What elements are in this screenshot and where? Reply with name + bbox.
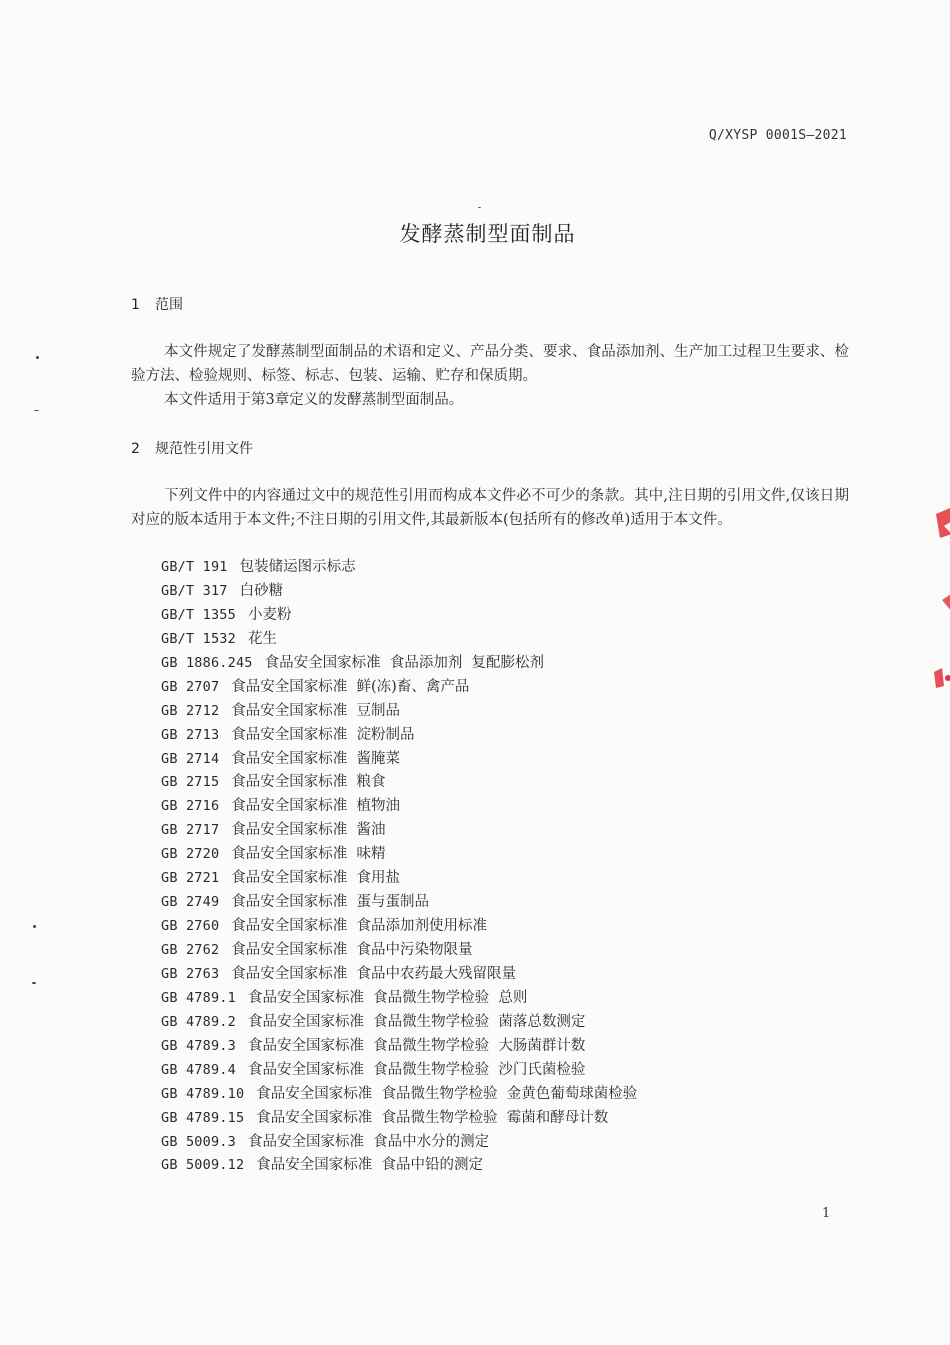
reference-code: GB 2714 bbox=[161, 750, 220, 767]
reference-title: 食品安全国家标准 植物油 bbox=[231, 798, 401, 815]
reference-item bbox=[161, 748, 637, 772]
reference-code: GB 4789.15 bbox=[161, 1109, 245, 1126]
reference-item bbox=[161, 628, 637, 652]
reference-code: GB 2720 bbox=[161, 846, 220, 863]
reference-title: 食品安全国家标准 食品添加剂 复配膨松剂 bbox=[264, 654, 545, 671]
reference-title: 花生 bbox=[247, 630, 277, 647]
scan-speck bbox=[34, 410, 39, 411]
reference-title: 食品安全国家标准 食品微生物学检验 金黄色葡萄球菌检验 bbox=[256, 1085, 638, 1102]
reference-title: 食品安全国家标准 食品微生物学检验 总则 bbox=[247, 989, 528, 1006]
reference-title: 小麦粉 bbox=[247, 606, 292, 623]
page-number: 1 bbox=[822, 1206, 831, 1221]
reference-item bbox=[161, 1011, 637, 1035]
reference-code: GB 2762 bbox=[161, 942, 220, 958]
references-intro: 下列文件中的内容通过文中的规范性引用而构成本文件必不可少的条款。其中,注日期的引用文件,仅该日期对应的版本适用于本文件;不注日期的引用文件,其最新版本(包括所有的修改单)适用于本文件。 bbox=[131, 488, 849, 528]
reference-item bbox=[161, 652, 637, 676]
reference-code: GB 2749 bbox=[161, 894, 220, 911]
section-2-title: 规范性引用文件 bbox=[155, 441, 253, 457]
reference-title: 食品安全国家标准 食品中铅的测定 bbox=[256, 1157, 483, 1174]
scan-speck bbox=[36, 356, 39, 359]
reference-code: GB 2717 bbox=[161, 822, 220, 839]
reference-item bbox=[161, 891, 637, 915]
document-code: Q/XYSP 0001S—2021 bbox=[708, 128, 847, 143]
reference-item bbox=[161, 987, 637, 1011]
reference-item bbox=[161, 676, 637, 700]
section-2-number: 2 bbox=[131, 441, 140, 457]
reference-item bbox=[161, 1107, 637, 1131]
reference-code: GB 2713 bbox=[161, 726, 220, 743]
reference-code: GB 2712 bbox=[161, 702, 220, 719]
reference-title: 食品安全国家标准 食品微生物学检验 菌落总数测定 bbox=[247, 1013, 586, 1030]
reference-code: GB 1886.245 bbox=[161, 654, 253, 671]
reference-title: 食品安全国家标准 粮食 bbox=[231, 774, 386, 791]
scope-paragraph-1: 本文件规定了发酵蒸制型面制品的术语和定义、产品分类、要求、食品添加剂、生产加工过程卫生要求、检验方法、检验规则、标签、标志、包装、运输、贮存和保质期。 bbox=[131, 344, 849, 384]
reference-code: GB/T 1355 bbox=[161, 606, 236, 623]
reference-item bbox=[161, 771, 637, 795]
scan-speck bbox=[478, 207, 481, 208]
reference-title: 食品安全国家标准 鲜(冻)畜、禽产品 bbox=[231, 678, 470, 695]
reference-title: 食品安全国家标准 味精 bbox=[231, 846, 386, 863]
reference-title: 食品安全国家标准 酱腌菜 bbox=[231, 750, 401, 767]
reference-code: GB 2707 bbox=[161, 678, 220, 695]
red-stamp-fragment bbox=[928, 500, 950, 700]
reference-title: 食品安全国家标准 食品添加剂使用标准 bbox=[231, 918, 488, 935]
reference-item bbox=[161, 1131, 637, 1155]
reference-item bbox=[161, 963, 637, 987]
reference-item bbox=[161, 1059, 637, 1083]
reference-title: 食品安全国家标准 食用盐 bbox=[231, 870, 401, 887]
reference-code: GB 4789.2 bbox=[161, 1013, 236, 1030]
reference-code: GB 5009.12 bbox=[161, 1157, 245, 1174]
reference-title: 白砂糖 bbox=[239, 582, 284, 599]
reference-title: 食品安全国家标准 食品微生物学检验 沙门氏菌检验 bbox=[247, 1061, 586, 1078]
reference-title: 食品安全国家标准 食品中农药最大残留限量 bbox=[231, 965, 517, 982]
reference-code: GB 4789.1 bbox=[161, 989, 236, 1006]
reference-item bbox=[161, 819, 637, 843]
reference-item bbox=[161, 939, 637, 963]
section-1-title: 范围 bbox=[155, 297, 183, 313]
reference-list bbox=[161, 556, 637, 1178]
section-1-number: 1 bbox=[131, 297, 140, 313]
scope-paragraph-2: 本文件适用于第3章定义的发酵蒸制型面制品。 bbox=[164, 392, 464, 408]
scan-speck bbox=[32, 982, 36, 984]
reference-title: 食品安全国家标准 豆制品 bbox=[231, 702, 401, 719]
reference-code: GB 2760 bbox=[161, 918, 220, 935]
reference-title: 食品安全国家标准 食品微生物学检验 大肠菌群计数 bbox=[247, 1037, 586, 1054]
scan-speck bbox=[33, 925, 36, 928]
reference-title: 包装储运图示标志 bbox=[239, 559, 356, 575]
reference-item bbox=[161, 724, 637, 748]
reference-code: GB/T 1532 bbox=[161, 630, 236, 647]
reference-code: GB 2716 bbox=[161, 798, 220, 815]
reference-code: GB 2715 bbox=[161, 774, 220, 791]
reference-code: GB 2763 bbox=[161, 965, 220, 982]
reference-item bbox=[161, 700, 637, 724]
reference-item bbox=[161, 1035, 637, 1059]
reference-title: 食品安全国家标准 食品微生物学检验 霉菌和酵母计数 bbox=[256, 1109, 609, 1126]
reference-item bbox=[161, 795, 637, 819]
reference-item bbox=[161, 580, 637, 604]
reference-title: 食品安全国家标准 淀粉制品 bbox=[231, 726, 415, 743]
reference-item bbox=[161, 1083, 637, 1107]
section-1-heading bbox=[131, 294, 183, 314]
reference-item bbox=[161, 556, 637, 580]
reference-code: GB 5009.3 bbox=[161, 1133, 236, 1150]
reference-title: 食品安全国家标准 酱油 bbox=[231, 822, 386, 839]
reference-code: GB/T 317 bbox=[161, 582, 228, 599]
reference-item bbox=[161, 1154, 637, 1178]
reference-code: GB 4789.10 bbox=[161, 1085, 245, 1102]
document-title: 发酵蒸制型面制品 bbox=[399, 222, 576, 246]
reference-title: 食品安全国家标准 蛋与蛋制品 bbox=[231, 894, 430, 911]
reference-code: GB 4789.4 bbox=[161, 1061, 236, 1078]
reference-title: 食品安全国家标准 食品中污染物限量 bbox=[231, 942, 473, 958]
reference-item bbox=[161, 867, 637, 891]
reference-item bbox=[161, 843, 637, 867]
section-2-heading bbox=[131, 438, 253, 458]
reference-code: GB/T 191 bbox=[161, 559, 228, 575]
reference-item bbox=[161, 915, 637, 939]
reference-code: GB 2721 bbox=[161, 870, 220, 887]
reference-code: GB 4789.3 bbox=[161, 1037, 236, 1054]
reference-title: 食品安全国家标准 食品中水分的测定 bbox=[247, 1133, 490, 1150]
reference-item bbox=[161, 604, 637, 628]
